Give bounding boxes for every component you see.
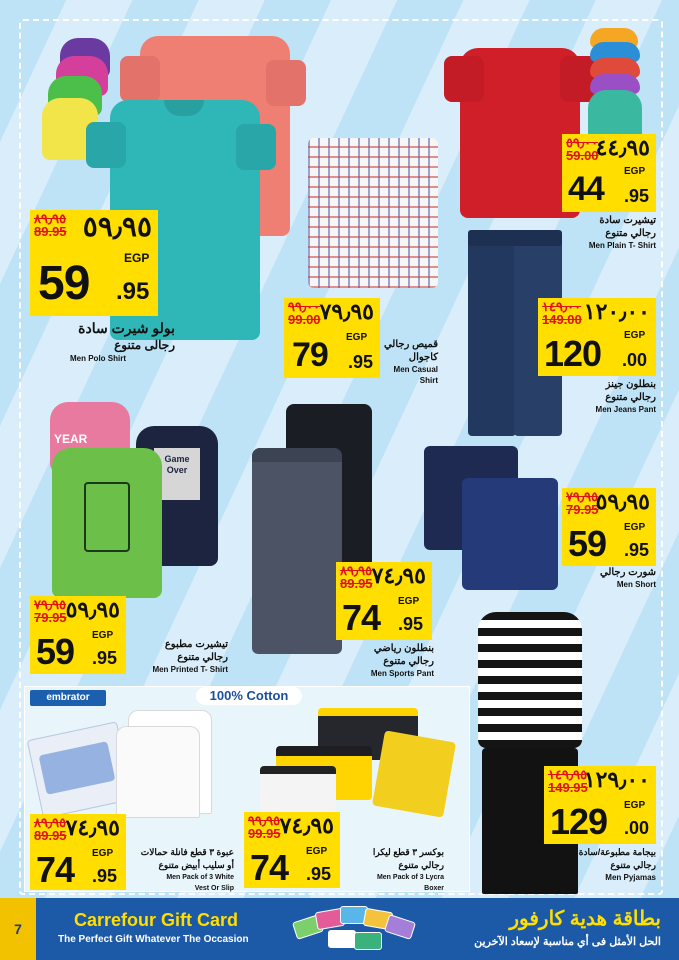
footer-title-ar: بطاقة هدية كارفور — [509, 908, 661, 930]
price-tag-vest: ٨٩٫٩٥ 89.95 ٧٤٫٩٥ EGP 74 .95 — [30, 814, 126, 890]
footer-subtitle: The Perfect Gift Whatever The Occasion — [58, 934, 249, 945]
description-pyjamas: بيجامة مطبوعة/سادة رجالي متنوع Men Pyjamas — [578, 847, 656, 882]
price-tag-plain-tshirt: ٥٩٫٠٠ 59.00 ٤٤٫٩٥ EGP 44 .95 — [562, 134, 656, 212]
description-casual-shirt: قميص رجالي كاجوال Men Casual Shirt — [383, 339, 438, 385]
vest-image-2 — [116, 726, 200, 818]
product-vest[interactable] — [32, 708, 222, 818]
description-polo: بولو شيرت سادة رجالى متنوع Men Polo Shirt — [70, 320, 175, 363]
tshirt-green-image — [52, 448, 162, 598]
footer-title: Carrefour Gift Card — [74, 910, 239, 930]
short-blue-image — [462, 478, 558, 590]
price-tag-pyjamas: ١٤٩٫٩٥ 149.95 ١٢٩٫٠٠ EGP 129 .00 — [544, 766, 656, 844]
new-price-dec: .95 — [116, 278, 150, 305]
casual-shirt-image — [308, 138, 438, 288]
currency: EGP — [124, 251, 150, 265]
price-tag-jeans: ١٤٩٫٠٠ 149.00 ١٢٠٫٠٠ EGP 120 .00 — [538, 298, 656, 376]
price-tag-printed-tshirt: ٧٩٫٩٥ 79.95 ٥٩٫٩٥ EGP 59 .95 — [30, 596, 126, 674]
jeans-left-leg-image — [468, 236, 516, 436]
brand-logo: embrator — [30, 690, 106, 706]
description-printed-tshirt: تيشيرت مطبوع رجالي متنوع Men Printed T- Shirt — [152, 639, 228, 674]
new-price-int: 59 — [38, 257, 90, 310]
footer-subtitle-ar: الحل الأمثل فى أي مناسبة لإسعاد الآخرين — [474, 936, 661, 948]
description-boxer: بوكسر ٣ قطع ليكرا رجالي متنوع Men Pack of 3 Lycra Boxer — [372, 847, 444, 892]
price-tag-boxer: ٩٩٫٩٥ 99.95 ٧٤٫٩٥ EGP 74 .95 — [244, 812, 340, 888]
page-number: 7 — [0, 898, 36, 960]
boxer-pack-image — [372, 730, 456, 817]
description-vest: عبوة ٣ قطع فانلة حمالات أو سليب أبيض متنوع Men Pack of 3 White Vest Or Slip — [140, 847, 234, 892]
price-tag-polo — [30, 210, 158, 316]
price-tag-casual-shirt: ٩٩٫٠٠ 99.00 ٧٩٫٩٥ EGP 79 .95 — [284, 298, 380, 378]
description-sports-pant: بنطلون رياضي رجالي متنوع Men Sports Pant — [370, 643, 434, 678]
tshirt-navy-image: Game Over — [136, 426, 218, 566]
description-short: شورت رجالي Men Short — [599, 567, 656, 589]
boxer-image-3 — [260, 766, 336, 812]
description-plain-tshirt: تيشيرت سادة رجالي متنوع Men Plain T- Shirt — [588, 215, 656, 250]
gift-cards-image — [290, 904, 420, 956]
old-price-ar: ٨٩٫٩٥ — [34, 211, 67, 226]
old-price: 89.95 — [34, 224, 67, 239]
pyjama-top-image — [478, 612, 582, 748]
new-price-ar: ٥٩٫٩٥ — [82, 211, 152, 242]
price-tag-short: ٧٩٫٩٥ 79.95 ٥٩٫٩٥ EGP 59 .95 — [562, 488, 656, 566]
product-pyjamas[interactable] — [468, 604, 588, 894]
product-printed-tshirt[interactable] — [40, 398, 230, 598]
tshirt-pink-image: YEAR — [50, 402, 130, 472]
description-jeans: بنطلون جينز رجالي متنوع Men Jeans Pant — [595, 379, 656, 414]
product-casual-shirt[interactable] — [298, 128, 448, 293]
price-tag-sports-pant: ٨٩٫٩٥ 89.95 ٧٤٫٩٥ EGP 74 .95 — [336, 562, 432, 640]
product-short[interactable] — [422, 444, 562, 592]
sports-pant-grey-image — [252, 448, 342, 654]
cotton-banner: 100% Cotton — [196, 687, 302, 705]
product-boxer[interactable] — [258, 706, 458, 816]
